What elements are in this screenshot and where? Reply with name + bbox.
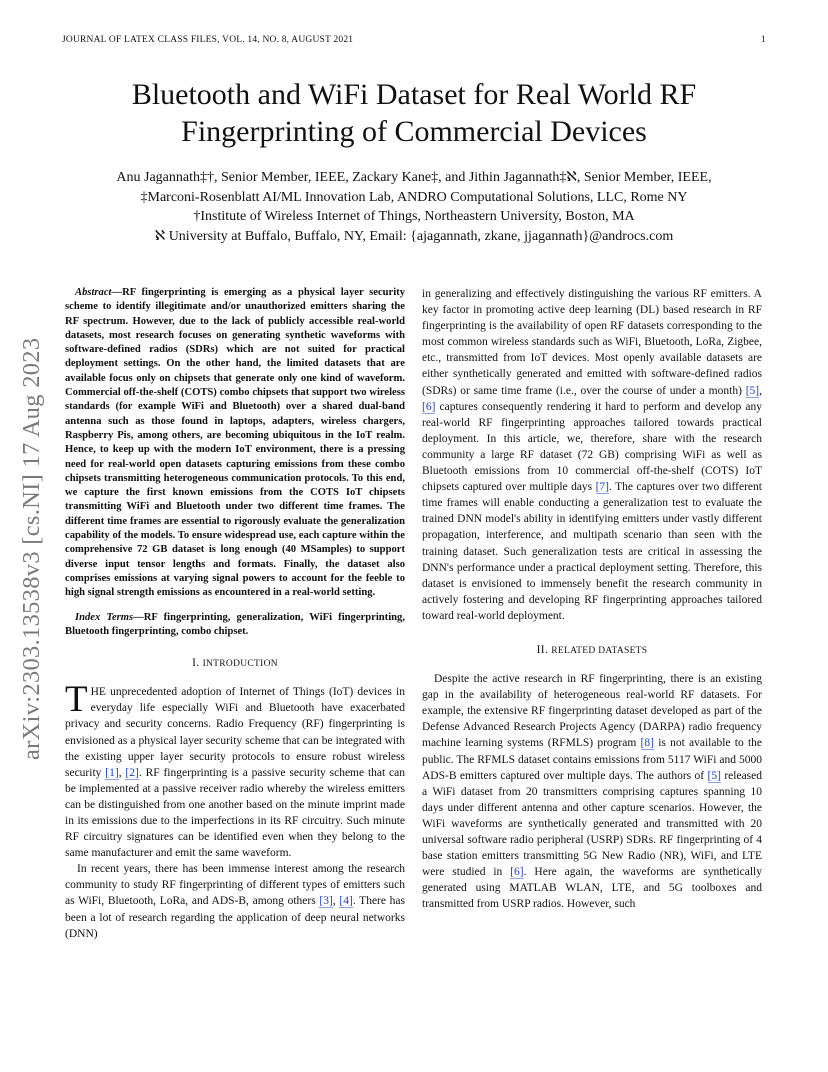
citation-link[interactable]: [2] [125, 766, 139, 779]
citation-link[interactable]: [5] [707, 769, 721, 782]
intro-text-c: In recent years, there has been immense interest among the research community to study RF fingerprinting of different types of emitters such as WiFi, Bluetooth, LoRa, and ADS-B, among others [65, 863, 405, 908]
citation-link[interactable]: [7] [595, 481, 609, 494]
related-text-d: . Here again, the waveforms are synthetically generated using MATLAB WLAN, LTE, and 5G toolboxes and transmitted from USRP radios. However, such [422, 866, 762, 911]
section-title: RELATED DATASETS [551, 645, 648, 656]
left-column [65, 286, 405, 942]
citation-separator: , [759, 384, 762, 397]
affiliation-northeastern: †Institute of Wireless Internet of Things, Northeastern University, Boston, MA [193, 209, 635, 224]
drop-cap: T [65, 679, 88, 721]
intro-text-d: . There has been a lot of research regarding the application of deep neural networks (DNN) [65, 895, 406, 940]
intro-continuation [422, 286, 762, 624]
abstract [65, 286, 405, 601]
citation-link[interactable]: [8] [640, 737, 654, 750]
index-terms-text: —RF fingerprinting, generalization, WiFi fingerprinting, Bluetooth fingerprinting, combo chipset. [65, 611, 405, 637]
citation-link[interactable]: [5] [745, 384, 760, 397]
related-text-a: Despite the active research in RF fingerprinting, there is an existing gap in the availability of heterogeneous real-world RF datasets. For example, the extensive RF fingerprinting dataset developed as part of the Defense Advanced Research Projects Agency (DARPA) radio frequency machine learning systems (RFMLS) program [422, 673, 762, 750]
affiliation-andro: ‡Marconi-Rosenblatt AI/ML Innovation Lab, ANDRO Computational Solutions, LLC, Rome NY [140, 189, 688, 205]
continuation-text-c: . The captures over two different time frames will enable conducting a generalization test to evaluate the trained DNN model's ability in identifying emitters under vastly different propagation, interference, and multipath scenario than seen with the training dataset. Such generalization tests are critical in assessing the DNN's performance under a practical deployment setting. Therefore, this dataset is envisioned to immensely benefit the research community in actively fostering and developing RF fingerprinting approaches tailored toward real-world deployment. [422, 481, 762, 622]
index-terms [65, 611, 405, 640]
author-block [62, 168, 766, 246]
citation-link[interactable]: [4] [339, 895, 353, 908]
citation-link[interactable]: [6] [510, 866, 524, 879]
title-line-2: Fingerprinting of Commercial Devices [181, 115, 647, 148]
citation-link[interactable]: [6] [422, 400, 436, 413]
section-heading-introduction [65, 655, 405, 672]
related-text-b: is not available to the public. The RFMLS dataset contains emissions from 5117 WiFi and 5000 ADS-B emitters captured over multiple days. The authors of [422, 737, 762, 782]
page-number: 1 [761, 35, 766, 45]
continuation-text-b: captures consequently rendering it hard to perform and develop any real-world RF fingerprinting approaches tailored towards practical deployment. In this article, we, therefore, share with the research community a large RF dataset (72 GB) comprising WiFi as well as Bluetooth emissions from 10 commercial off-the-shelf (COTS) IoT chipsets captured over multiple days [422, 400, 762, 494]
abstract-label: Abstract [75, 287, 112, 298]
continuation-text-a: in generalizing and effectively distinguishing the various RF emitters. A key factor in promoting active deep learning (DL) based research in RF fingerprinting is the availability of open RF datasets corresponding to the most common wireless standards such as WiFi, Bluetooth, LoRa, Zigbee, etc., transmitted from IoT devices. Most openly available datasets are either synthetically generated and emitted with software-defined radios (SDRs) or same time frame (i.e., over the course of under a month) [422, 288, 762, 397]
running-header [62, 35, 766, 45]
citation-link[interactable]: [3] [319, 895, 333, 908]
section-number: I. [192, 657, 200, 670]
abstract-text: —RF fingerprinting is emerging as a physical layer security scheme to identify illegitimate and/or unauthorized emitters sharing the RF spectrum. However, due to the lack of publicly accessible real-world datasets, most research focuses on generating synthetic waveforms with software-defined radios (SDRs) which are not suited for practical deployment settings. On the other hand, the limited datasets that are available focus only on chipsets that generate only one kind of waveform. Commercial off-the-shelf (COTS) combo chipsets that support two wireless standards (for example WiFi and Bluetooth) over a shared dual-band antenna such as those found in laptops, adapters, wireless chargers, Raspberry Pis, among others, are becoming ubiquitous in the IoT realm. Hence, to keep up with the modern IoT environment, there is a pressing need for real-world open datasets capturing emissions from these combo chipsets transmitting heterogeneous communication protocols. To this end, we capture the first known emissions from the COTS IoT chipsets transmitting WiFi and Bluetooth under two different time frames. The different time frames are essential to rigorously evaluate the generalization capability of the models. To ensure widespread use, each capture within the comprehensive 72 GB dataset is long enough (40 MSamples) to support diverse input tensor lengths and formats. Finally, the dataset also comprises emissions at varying signal powers to account for the feeble to high signal strength emissions as encountered in a real-world setting. [65, 287, 405, 599]
related-text-c: released a WiFi dataset from 20 transmitters comprising captures spanning 10 days under different antenna and other capture scenarios. However, the WiFi waveforms are synthetically generated and transmitted with 20 universal software radio peripheral (USRP) SDRs. RF fingerprinting of 4 base station emitters transmitting 5G New Radio (NR), WiFi, and LTE were studied in [422, 769, 762, 879]
right-column [422, 286, 762, 912]
intro-paragraph-1 [65, 679, 406, 861]
citation-separator: , [118, 766, 126, 779]
section-title: INTRODUCTION [202, 659, 278, 670]
section-number: II. [536, 643, 549, 656]
related-paragraph-1 [422, 671, 762, 912]
paper-title [62, 76, 766, 150]
author-names: Anu Jagannath‡†, Senior Member, IEEE, Zackary Kane‡, and Jithin Jagannath‡ℵ, Senior Member, IEEE, [116, 170, 712, 185]
journal-name: JOURNAL OF LATEX CLASS FILES, VOL. 14, NO. 8, AUGUST 2021 [62, 35, 354, 45]
arxiv-identifier[interactable]: arXiv:2303.13538v3 [cs.NI] 17 Aug 2023 [18, 337, 45, 760]
affiliation-buffalo-email: ℵ University at Buffalo, Buffalo, NY, Email: {ajagannath, zkane, jjagannath}@androcs.com [154, 228, 674, 244]
title-line-1: Bluetooth and WiFi Dataset for Real World RF [131, 78, 697, 111]
section-heading-related-datasets [422, 642, 762, 659]
intro-text-a: HE unprecedented adoption of Internet of Things (IoT) devices in everyday life especially WiFi and Bluetooth have exacerbated privacy and security concerns. Radio Frequency (RF) fingerprinting is envisioned as a physical layer security scheme that can be integrated with the existing upper layer security protocols to ensure robust wireless security [65, 686, 405, 779]
intro-text-b: . RF fingerprinting is a passive security scheme that can be implemented at a passive receiver radio whereby the wireless emitters can be distinguished from one another based on the minute imprint made in its emissions due to the imperfections in its RF circuitry. Such minute RF circuitry signatures can be identified even when they belong to the same manufacturer and emit the same waveform. [65, 766, 406, 860]
citation-separator: , [332, 895, 340, 908]
index-terms-label: Index Terms [75, 611, 134, 623]
intro-paragraph-2 [65, 861, 405, 941]
citation-link[interactable]: [1] [105, 766, 119, 779]
